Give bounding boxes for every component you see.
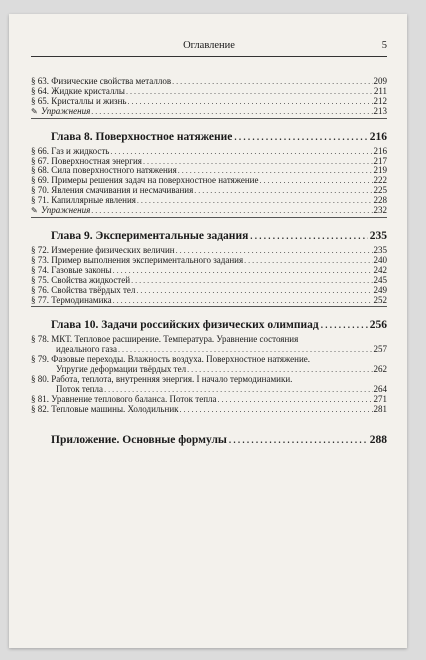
- entry-page: 212: [373, 95, 387, 106]
- entry-title: § 76. Свойства твёрдых тел: [31, 284, 136, 295]
- chapter-heading[interactable]: [31, 229, 387, 243]
- entry-title: § 72. Измерение физических величин: [31, 244, 175, 255]
- entry-page: 219: [373, 165, 387, 176]
- pencil-icon: ✎: [31, 106, 38, 116]
- appendix-page: 288: [369, 433, 387, 446]
- entry-page: 242: [373, 264, 387, 275]
- chapter-page: 216: [369, 130, 387, 143]
- divider: [31, 306, 387, 307]
- entry-title: § 64. Жидкие кристаллы: [31, 85, 125, 96]
- entry-title: Упражнения: [41, 205, 91, 216]
- entry-page: 252: [373, 294, 387, 305]
- chapter-heading[interactable]: [31, 318, 387, 332]
- entry-title: § 67. Поверхностная энергия: [31, 155, 142, 166]
- entry-title: § 63. Физические свойства металлов: [31, 76, 172, 86]
- entry-page: 271: [373, 393, 387, 404]
- toc-exercise-entry[interactable]: [31, 206, 387, 216]
- chapter-page: 256: [369, 319, 387, 332]
- toc-entry[interactable]: [31, 296, 387, 306]
- entry-title: § 82. Тепловые машины. Холодильник: [31, 403, 179, 414]
- entry-page: 235: [373, 244, 387, 255]
- entry-page: 240: [373, 254, 387, 265]
- entry-page: 211: [373, 85, 387, 96]
- toc-entry[interactable]: [31, 405, 387, 415]
- toc-entry-multiline[interactable]: [31, 375, 387, 395]
- entry-title: § 70. Явления смачивания и несмачивания: [31, 185, 194, 196]
- chapter-heading[interactable]: [31, 130, 387, 144]
- entry-page: 216: [373, 145, 387, 156]
- entry-title: § 66. Газ и жидкость: [31, 145, 110, 156]
- entry-title: § 65. Кристаллы и жизнь: [31, 95, 127, 106]
- entry-title-line: Поток тепла: [56, 383, 104, 394]
- entry-title-line: Упругие деформации твёрдых тел: [56, 364, 187, 375]
- entry-title: § 71. Капиллярные явления: [31, 195, 136, 206]
- chapter-page: 235: [369, 229, 387, 242]
- running-header: [31, 38, 387, 57]
- divider: [31, 217, 387, 218]
- entry-title-line: идеального газа: [56, 344, 117, 355]
- entry-title: § 75. Свойства жидкостей: [31, 274, 131, 285]
- toc-entry-multiline[interactable]: [31, 355, 387, 375]
- entry-page: 228: [373, 195, 387, 206]
- entry-page: 257: [373, 344, 387, 355]
- book-page: [9, 14, 407, 648]
- header-page-number: 5: [381, 40, 387, 51]
- entry-title: § 68. Сила поверхностного натяжения: [31, 165, 177, 176]
- divider: [31, 118, 387, 119]
- appendix-title: Приложение. Основные формулы: [51, 433, 227, 446]
- entry-page: 249: [373, 284, 387, 295]
- entry-page: 217: [373, 155, 387, 166]
- chapter-title: Глава 10. Задачи российских физических олимпиад: [51, 319, 319, 332]
- entry-title: § 69. Примеры решения задач на поверхностное натяжение: [31, 175, 259, 186]
- header-title: Оглавление: [183, 40, 235, 51]
- entry-title: § 74. Газовые законы: [31, 264, 112, 275]
- chapter-title: Глава 9. Экспериментальные задания: [51, 229, 249, 242]
- table-of-contents: [31, 77, 387, 450]
- appendix-heading[interactable]: [31, 433, 387, 447]
- toc-entry[interactable]: [31, 286, 387, 296]
- chapter-title: Глава 8. Поверхностное натяжение: [51, 130, 233, 143]
- entry-title-line: § 80. Работа, теплота, внутренняя энергия. I начало термодинамики.: [31, 374, 293, 385]
- entry-page: 281: [373, 403, 387, 414]
- entry-title: Упражнения: [41, 105, 91, 116]
- entry-page: 225: [373, 185, 387, 196]
- toc-exercise-entry[interactable]: [31, 107, 387, 117]
- entry-page: 209: [373, 76, 387, 86]
- toc-entry-multiline[interactable]: [31, 335, 387, 355]
- entry-title-line: § 78. МКТ. Тепловое расширение. Температура. Уравнение состояния: [31, 334, 299, 345]
- entry-page: 232: [373, 205, 387, 216]
- entry-title: § 77. Термодинамика: [31, 294, 112, 305]
- entry-title: § 81. Уравнение теплового баланса. Поток тепла: [31, 393, 217, 404]
- pencil-icon: ✎: [31, 206, 38, 216]
- entry-page: 213: [373, 105, 387, 116]
- entry-page: 245: [373, 274, 387, 285]
- entry-page: 264: [373, 383, 387, 394]
- entry-title: § 73. Пример выполнения экспериментального задания: [31, 254, 244, 265]
- entry-page: 222: [373, 175, 387, 186]
- entry-title-line: § 79. Фазовые переходы. Влажность воздуха. Поверхностное натяжение.: [31, 354, 311, 365]
- entry-page: 262: [373, 364, 387, 375]
